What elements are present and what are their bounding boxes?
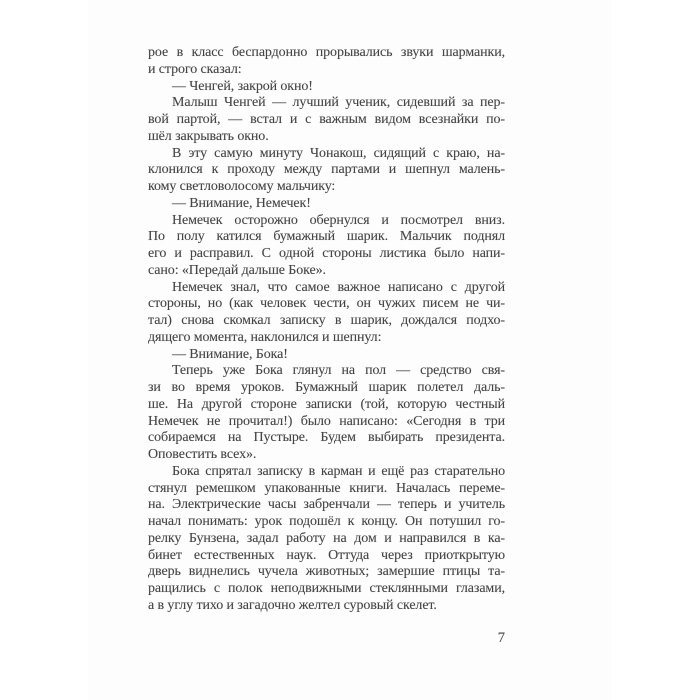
text-line: и строго сказал: (148, 61, 242, 77)
text-line: а в углу тихо и загадочно желтел суровый скелет. (148, 597, 437, 613)
text-line: Немечек не прочитал!) было написано: «Сегодня в три (148, 413, 505, 429)
text-line: дящего момента, наклонился и шепнул: (148, 329, 382, 345)
page-number: 7 (497, 630, 505, 646)
text-line: клонился к проходу между партами и шепнул малень- (148, 162, 505, 178)
text-line: вой партой, — встал и с важным видом всезнайки по- (148, 112, 505, 127)
text-line: кому светловолосому мальчику: (148, 179, 336, 194)
text-line: на. Электрические часы забренчали — теперь и учитель (148, 497, 505, 513)
text-line: начал понимать: урок подошёл к концу. Он потушил го- (148, 514, 505, 529)
text-line: его и расправил. С одной стороны листика было напи- (148, 246, 505, 261)
text-line: Теперь уже Бока глянул на пол — средство свя- (172, 363, 505, 379)
text-line: По полу катился бумажный шарик. Мальчик поднял (148, 229, 505, 245)
text-line: — Ченгей, закрой окно! (172, 78, 313, 94)
text-line: Бока спрятал записку в карман и ещё раз старательно (172, 463, 505, 479)
text-line: ращились с полок неподвижными стеклянными глазами, (148, 581, 505, 596)
text-line: шёл закрывать окно. (148, 128, 269, 144)
text-line: Немечек осторожно обернулся и посмотрел вниз. (172, 212, 505, 228)
text-line: собираемся на Пустыре. Будем выбирать президента. (148, 430, 505, 446)
text-line: сано: «Передай дальше Боке». (148, 262, 326, 278)
text-line: бинет естественных наук. Оттуда через приоткрытую (148, 547, 505, 563)
text-line: — Внимание, Немечек! (172, 195, 311, 211)
text-line: Немечек знал, что самое важное написано с другой (172, 279, 505, 295)
text-line: — Внимание, Бока! (172, 346, 288, 362)
text-line: стороны, но (как человек чести, он чужих писем не чи- (148, 296, 505, 312)
book-page (88, 0, 612, 700)
text-line: релку Бунзена, задал работу на дом и направился в ка- (148, 530, 505, 546)
text-line: рое в класс беспардонно прорывались звуки шарманки, (148, 45, 505, 60)
text-line: стянул ремешком упакованные книги. Началась переме- (148, 480, 505, 496)
text-line: Оповестить всех». (148, 447, 257, 462)
text-line: тал) снова скомкал записку в шарик, дождался подхо- (148, 313, 505, 328)
text-line: дверь виднелись чучела животных; замершие птицы та- (148, 564, 505, 580)
page-text-block (148, 45, 505, 615)
text-line: ше. На другой стороне записки (той, которую честный (148, 396, 505, 412)
text-line: В эту самую минуту Чонакош, сидящий с краю, на- (172, 145, 505, 161)
text-line: зи во время уроков. Бумажный шарик полетел даль- (148, 380, 505, 395)
text-line: Малыш Ченгей — лучший ученик, сидевший за пер- (172, 95, 505, 111)
